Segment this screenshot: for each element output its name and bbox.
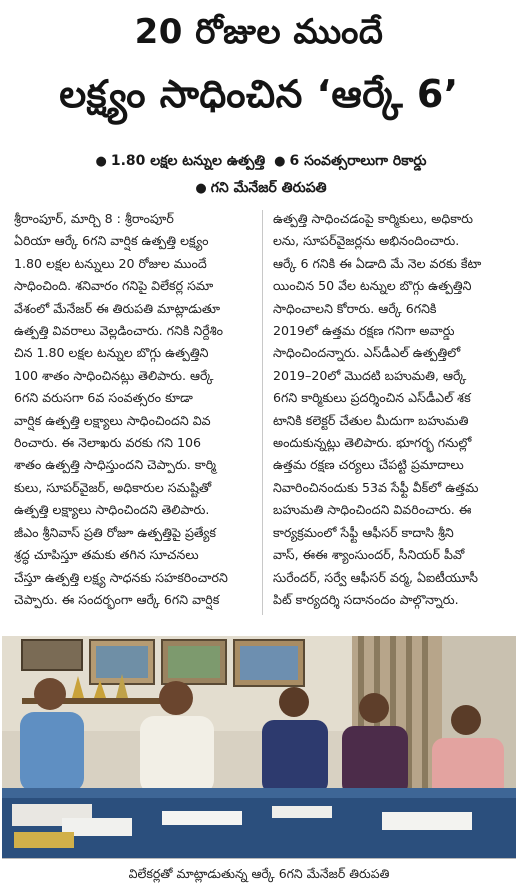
headline-line-1: 20 రోజుల ముందే [134, 12, 384, 52]
photo-illustration [2, 636, 516, 858]
article-line: 6గని కార్మికులు ప్రదర్శించిన ఎస్‌డీఎల్ శక [273, 390, 471, 406]
press-meet-photo [2, 636, 516, 858]
article-line: 2019–20లో మొదటి బహుమతి, ఆర్కే [273, 367, 467, 383]
article-line: 1.80 లక్షల టన్నులు 20 రోజుల ముందే [14, 255, 207, 271]
bullet-icon: ● [274, 154, 286, 169]
article-line: వేశంలో మేనేజర్ ఈ తిరుపతి మాట్లాడుతూ [14, 300, 221, 316]
article-line: ఏరియా ఆర్కే 6గని వార్షిక ఉత్పత్తి లక్ష్యం [14, 233, 209, 249]
article-line: శ్రద్ధ చూపిస్తూ తమకు తగిన సూచనలు [14, 547, 199, 563]
column-divider [262, 210, 263, 615]
article-line: టానికి కలెక్టర్ చేతుల మీదుగా బహుమతి [273, 412, 469, 428]
article-line: బహుమతి సాధించిందని వివరించారు. ఈ [273, 502, 472, 518]
article-line: సాధించాలని కోరారు. ఆర్కే 6గనికి [273, 300, 437, 316]
subhead-production: 1.80 లక్షల టన్నుల ఉత్పత్తి [110, 153, 266, 169]
article-line: యించిన 50 వేల టన్నుల బొగ్గు ఉత్పత్తిని [273, 278, 472, 294]
article-line: 6గని వరుసగా 6వ సంవత్సరం కూడా [14, 390, 193, 406]
article-right-column [273, 208, 512, 611]
subhead-row-1 [0, 153, 518, 172]
article-line: అందుకున్నట్లు తెలిపారు. భూగర్భ గనుల్లో [273, 435, 472, 451]
subhead-row-2 [0, 180, 518, 199]
article-line: శ్రీరాంపూర్, మార్చి 8 : శ్రీరాంపూర్ [14, 211, 174, 226]
photo-caption: విలేకర్లతో మాట్లాడుతున్న ఆర్కే 6గని మేనేజర్ తిరుపతి [2, 858, 516, 889]
article-line: ఉత్తమ రక్షణ చర్యలు చేపట్టి ప్రమాదాలు [273, 457, 464, 473]
article-line: సాధించిందన్నారు. ఎస్‌డీఎల్ ఉత్పత్తిలో [273, 345, 461, 361]
article-left-column [14, 208, 253, 611]
article-line: కులు, సూపర్‌వైజర్, అధికారుల సమష్టితో [14, 479, 212, 495]
article-line: సురేందర్, సర్వే ఆఫీసర్ వర్మ, ఏఐటీయూసీ [273, 569, 478, 585]
article-line: చెప్పారు. ఈ సందర్భంగా ఆర్కే 6గని వార్షిక [14, 591, 220, 607]
article-line: సాధించింది. శనివారం గనిపై విలేకర్ల సమా [14, 278, 214, 294]
article-line: ఉత్పత్తి వివరాలు వెల్లడించారు. గనికి నిర్దేశిం [14, 323, 224, 339]
article-line: శాతం ఉత్పత్తి సాధిస్తుందని చెప్పారు. కార్మి [14, 457, 216, 473]
article-line: పిట్ కార్యదర్శి సదానందం పాల్గొన్నారు. [273, 591, 459, 607]
article-line: వాస్, ఈఈ శ్యాంసుందర్, సీనియర్ పీవో [273, 547, 465, 563]
subhead-record: 6 సంవత్సరాలుగా రికార్డు [289, 153, 427, 169]
article-line: జీఎం శ్రీనివాస్ ప్రతి రోజూ ఉత్పత్తిపై ప్రత్యేక [14, 524, 216, 540]
bullet-icon: ● [95, 154, 107, 169]
article-line: చేస్తూ ఉత్పత్తి లక్ష్య సాధనకు సహకరించారని [14, 569, 228, 585]
article-line: నివారించినందుకు 53వ సేఫ్టీ వీక్‌లో ఉత్తమ [273, 479, 479, 495]
subhead-manager: గని మేనేజర్ తిరుపతి [210, 180, 327, 196]
article-line: వార్షిక ఉత్పత్తి లక్ష్యాలు సాధించిందని వివ [14, 412, 211, 428]
headline-line-2: లక్ష్యం సాధించిన ‘ఆర్కే 6’ [59, 72, 459, 116]
article-line: 100 శాతం సాధించినట్లు తెలిపారు. ఆర్కే [14, 367, 214, 383]
article-line: రించారు. ఈ నెలాఖరు వరకు గని 106 [14, 435, 202, 451]
article-line: ఉత్పత్తి లక్ష్యాలు సాధించిందని తెలిపారు. [14, 502, 210, 518]
article-line: కార్యక్రమంలో సేఫ్టీ ఆఫీసర్ కాదాసి శ్రీని [273, 524, 454, 540]
article-line: ఆర్కే 6 గనికి ఈ ఏడాది మే నెల వరకు కేటా [273, 255, 482, 271]
article-line: 2019లో ఉత్తమ రక్షణ గనిగా అవార్డు [273, 323, 455, 339]
article-line: లను, సూపర్‌వైజర్లను అభినందించారు. [273, 233, 460, 249]
bullet-icon: ● [195, 181, 207, 196]
article-line: ఉత్పత్తి సాధించడంపై కార్మికులు, అధికారు [273, 211, 473, 226]
article-line: చిన 1.80 లక్షల టన్నుల బొగ్గు ఉత్పత్తిని [14, 345, 209, 361]
